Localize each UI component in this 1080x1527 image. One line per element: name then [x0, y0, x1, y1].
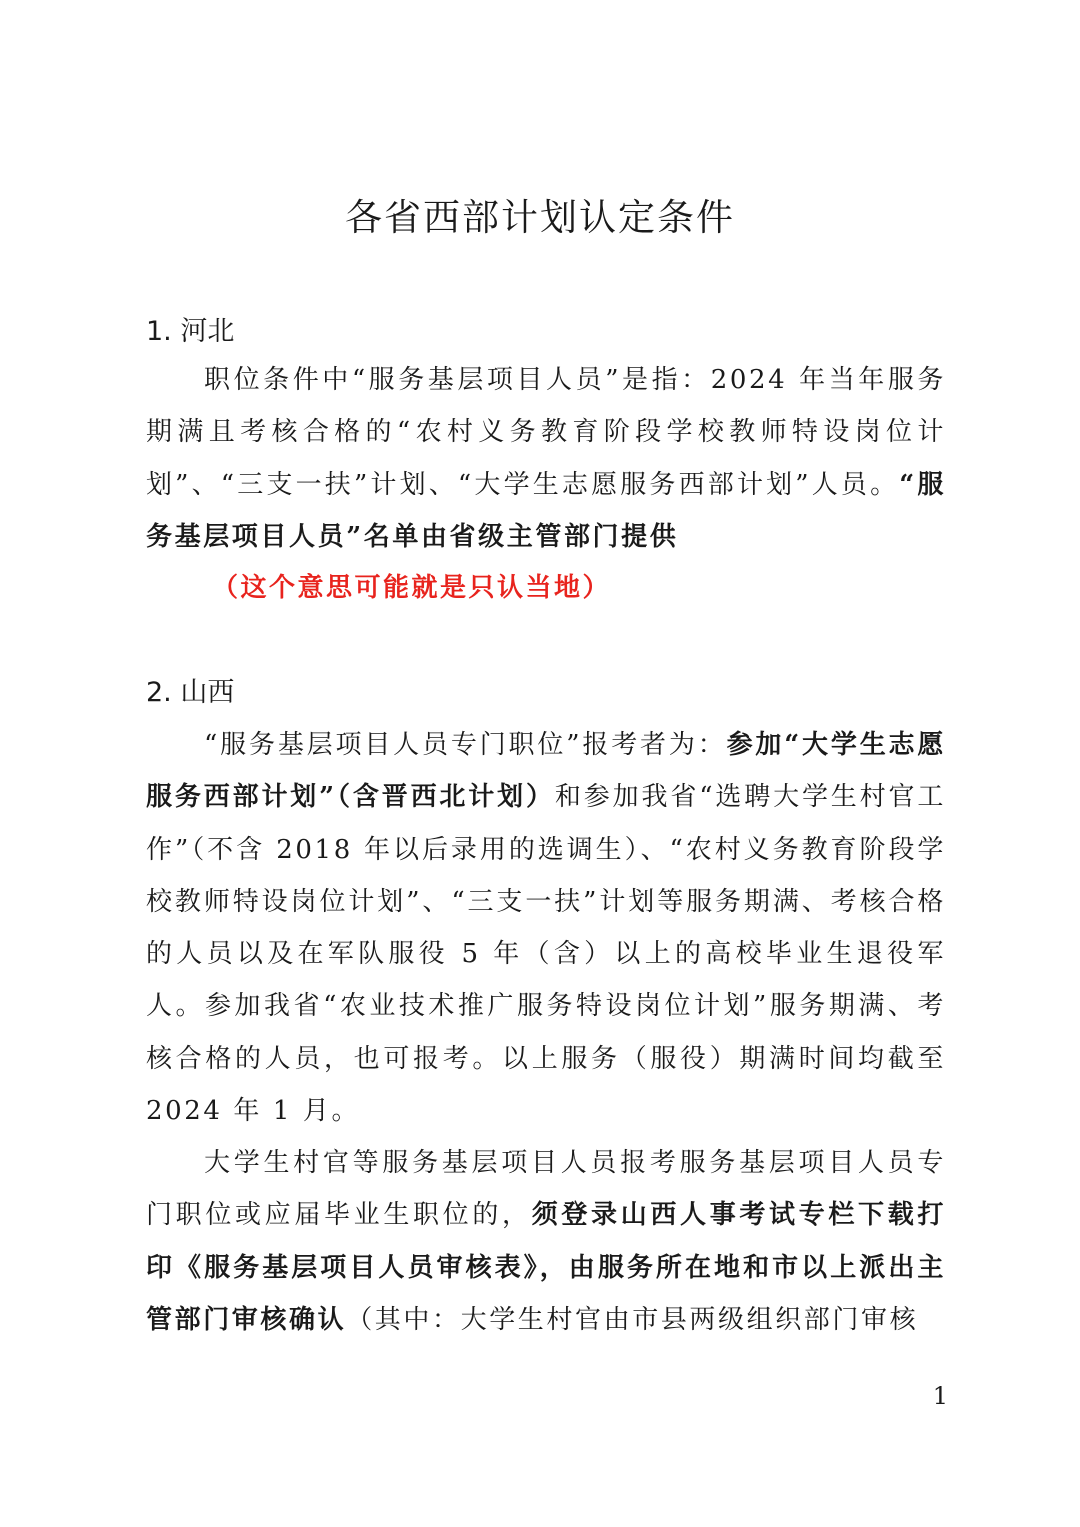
- hebei-paragraph-bold: “服务基层项目人员”名单由省级主管部门提供: [146, 469, 947, 552]
- shanxi-p1-bold: 参加“大学生志愿服务西部计划”（含晋西北计划）: [146, 730, 947, 813]
- hebei-red-note: （这个意思可能就是只认当地）: [212, 573, 612, 603]
- document-title: 各省西部计划认定条件: [345, 196, 735, 239]
- shanxi-p1-text-c: 和参加我省“选聘大学生村官工作”（不含 2018 年以后录用的选调生）、“农村义务教育阶段学校教师特设岗位计划”、“三支一扶”计划等服务期满、考核合格的人员以及在军队服役 5 年（含）以上的高校毕业生退役军人。参加我省“农业技术推广服务特设岗位计划”服务期满、考核合格的人员，也可报考。以上服务（服役）期满时间均截至 2024 年 1 月。: [146, 782, 946, 1127]
- shanxi-p2-text-a: 大学生村官等服务基层项目人员报考服务基层项目人员专门职位或应届毕业生职位的，: [146, 1148, 946, 1231]
- shanxi-p1-text-a: “服务基层项目人员专门职位”报考者为：: [204, 730, 727, 760]
- shanxi-paragraph-1: [146, 719, 946, 1137]
- page-number: 1: [932, 1382, 948, 1410]
- shanxi-p2-bold: 须登录山西人事考试专栏下载打印《服务基层项目人员审核表》，由服务所在地和市以上派出主管部门审核确认: [146, 1200, 946, 1335]
- shanxi-paragraph-2: [146, 1137, 946, 1346]
- hebei-paragraph: [146, 354, 946, 563]
- shanxi-p2-text-c: （其中：大学生村官由市县两级组织部门审核: [346, 1304, 919, 1335]
- hebei-paragraph-text: 职位条件中“服务基层项目人员”是指：2024 年当年服务期满且考核合格的“农村义务教育阶段学校教师特设岗位计划”、“三支一扶”计划、“大学生志愿服务西部计划”人员。: [146, 365, 946, 500]
- section-heading-shanxi: 2. 山西: [146, 677, 235, 708]
- section-heading-hebei: 1. 河北: [146, 316, 235, 347]
